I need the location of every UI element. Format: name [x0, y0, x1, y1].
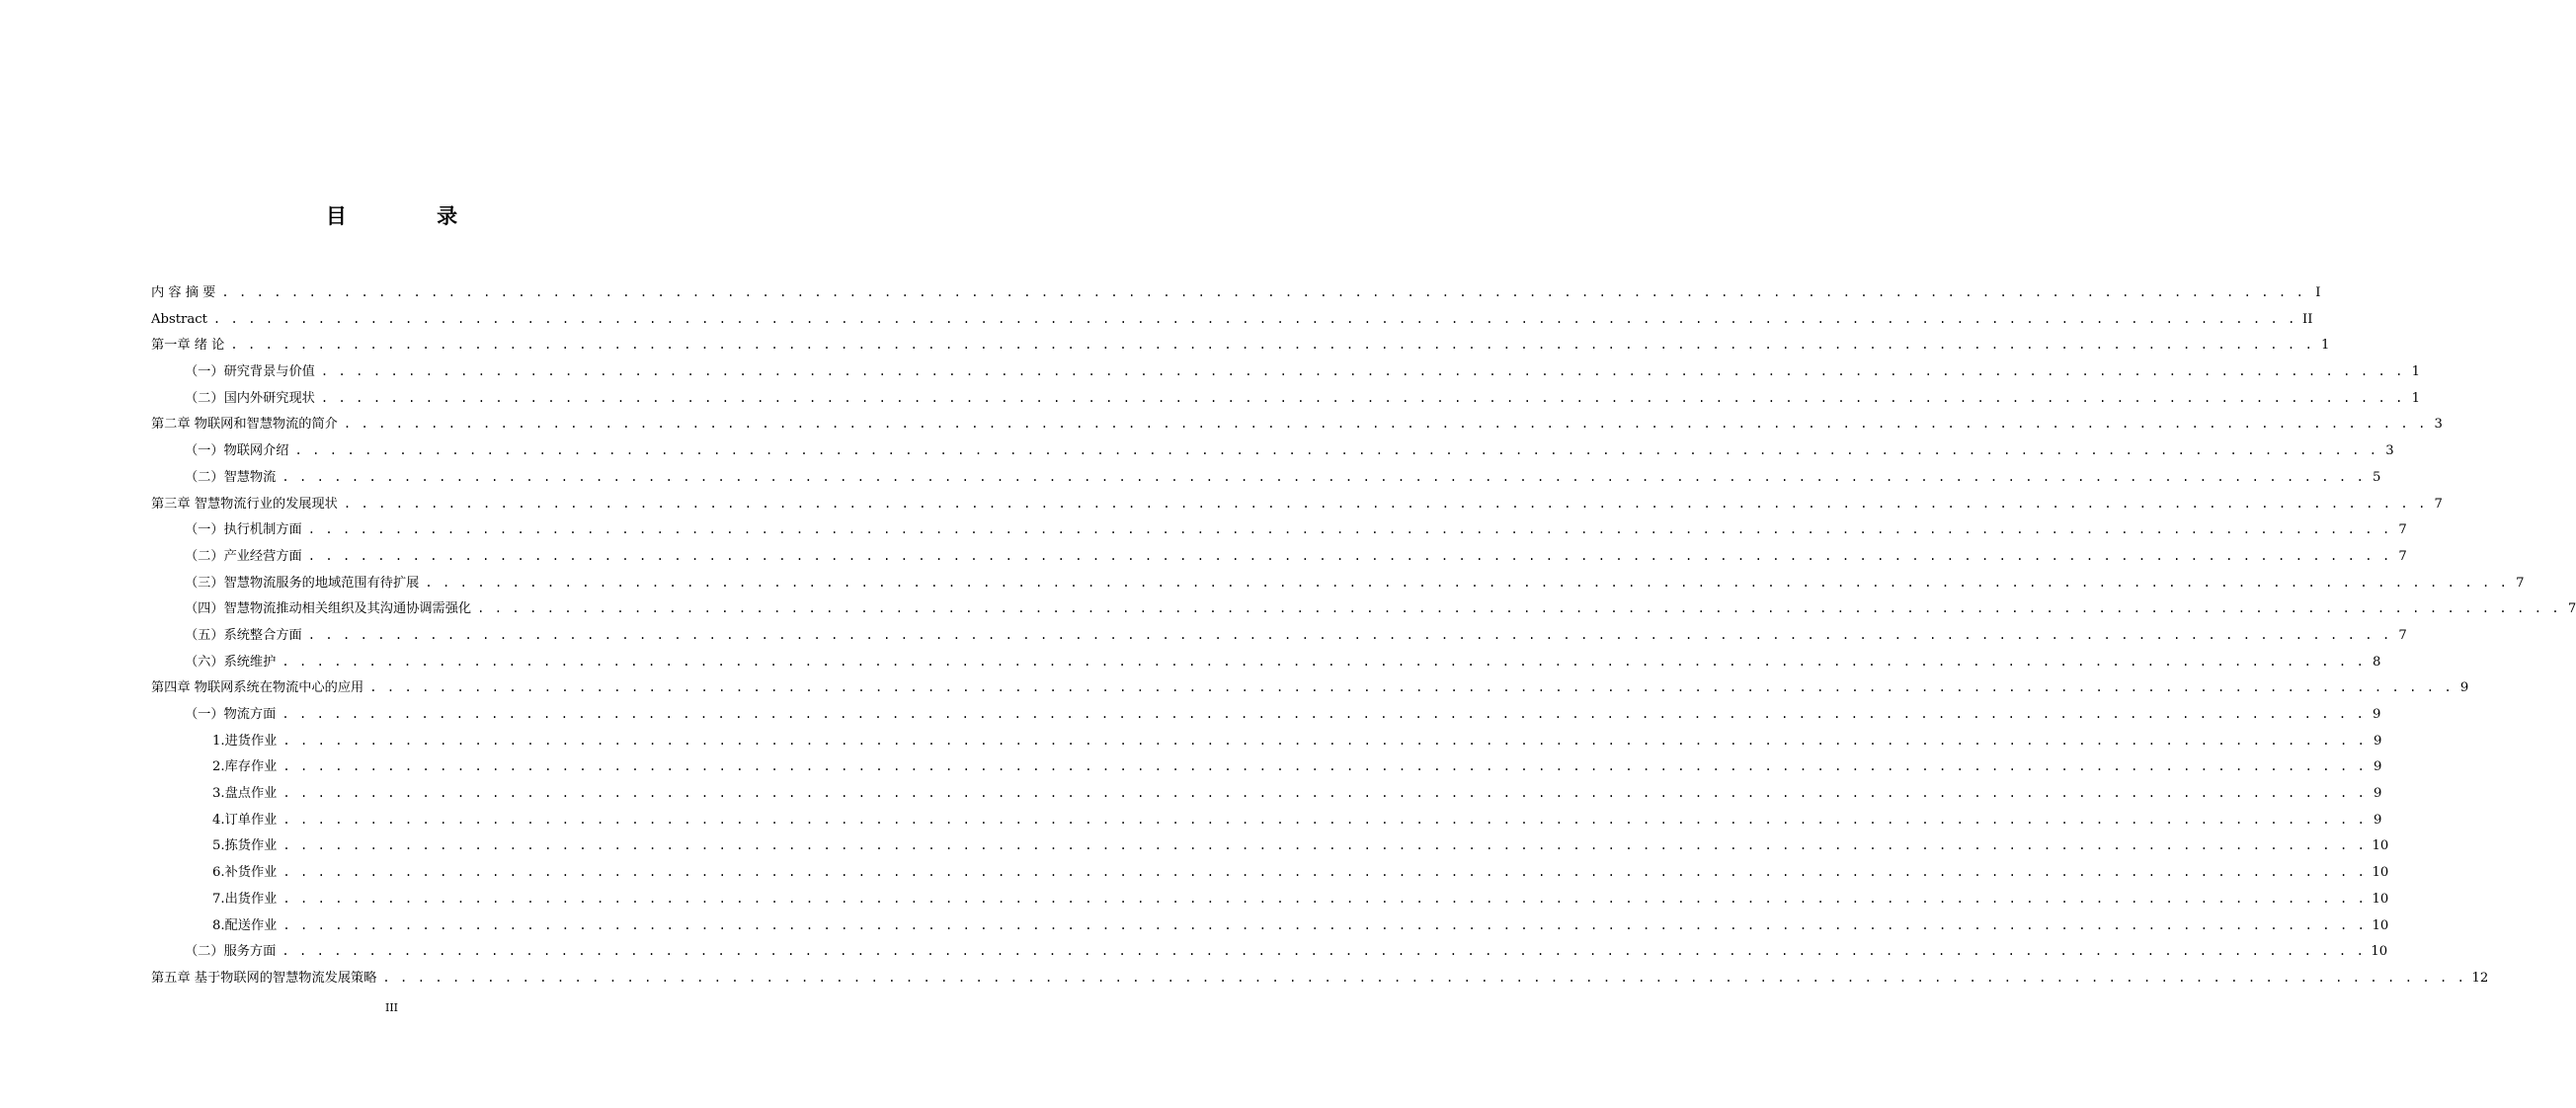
toc-leader-dots: . . . . . . . . . . . . . . . . . . . . . . . . . . . . . . . . . . . . . . . . . . . . . . . . . . . . . . . . . . . . . . . . . . . . . . . . . . . . . . . . . . . . . . . . . . . . . . . . . . . . . . . . . . . . . . . . . . . . . . . . [230, 338, 2314, 353]
toc-leader-dots: . . . . . . . . . . . . . . . . . . . . . . . . . . . . . . . . . . . . . . . . . . . . . . . . . . . . . . . . . . . . . . . . . . . . . . . . . . . . . . . . . . . . . . . . . . . . . . . . . . . . . . . . . . . . . . . . . . . . . . . . [425, 575, 2509, 590]
page-number-footer: III [384, 1001, 399, 1014]
toc-entry-title: 出货作业 [224, 891, 278, 907]
toc-entry-title: 国内外研究现状 [223, 390, 315, 406]
toc-leader-dots: . . . . . . . . . . . . . . . . . . . . . . . . . . . . . . . . . . . . . . . . . . . . . . . . . . . . . . . . . . . . . . . . . . . . . . . . . . . . . . . . . . . . . . . . . . . . . . . . . . . . . . . . . . . . . . . . . . . . . . . . [320, 364, 2404, 379]
toc-leader-dots: . . . . . . . . . . . . . . . . . . . . . . . . . . . . . . . . . . . . . . . . . . . . . . . . . . . . . . . . . . . . . . . . . . . . . . . . . . . . . . . . . . . . . . . . . . . . . . . . . . . . . . . . . . . . . . . . . . . . . . . . [282, 865, 2367, 880]
toc-entry[interactable] [151, 279, 2321, 306]
toc-entry-number: 1. [212, 733, 225, 749]
toc-entry[interactable] [151, 728, 2382, 754]
toc-entry-page: 9 [2373, 707, 2381, 722]
toc-entry-page: 5 [2373, 469, 2381, 485]
toc-entry[interactable] [151, 753, 2382, 780]
toc-leader-dots: . . . . . . . . . . . . . . . . . . . . . . . . . . . . . . . . . . . . . . . . . . . . . . . . . . . . . . . . . . . . . . . . . . . . . . . . . . . . . . . . . . . . . . . . . . . . . . . . . . . . . . . . . . . . . . . . . . . . . . . . [320, 390, 2404, 405]
toc-entry-page: 7 [2434, 496, 2443, 512]
toc-entry-number: （一） [185, 707, 224, 722]
toc-entry-number: （二） [185, 390, 224, 406]
toc-entry[interactable] [151, 701, 2381, 728]
toc-entry-title: 第二章 物联网和智慧物流的简介 [151, 417, 338, 433]
toc-entry[interactable] [151, 649, 2381, 675]
toc-entry-page: 9 [2374, 786, 2382, 802]
page-title: 目 录 [325, 204, 500, 228]
toc-entry-title: 智慧物流服务的地域范围有待扩展 [223, 575, 420, 591]
toc-entry[interactable] [151, 385, 2420, 412]
toc-entry-number: 5. [212, 838, 225, 854]
toc-entry-title: 研究背景与价值 [223, 364, 315, 380]
toc-leader-dots: . . . . . . . . . . . . . . . . . . . . . . . . . . . . . . . . . . . . . . . . . . . . . . . . . . . . . . . . . . . . . . . . . . . . . . . . . . . . . . . . . . . . . . . . . . . . . . . . . . . . . . . . . . . . . . . . . . . . . . . . [282, 759, 2367, 774]
toc-entry-title: 执行机制方面 [223, 522, 302, 538]
toc-entry-page: 1 [2321, 338, 2330, 354]
toc-entry-title: 第四章 物联网系统在物流中心的应用 [151, 680, 364, 696]
toc-entry-title: 服务方面 [223, 944, 277, 960]
toc-entry-number: 8. [212, 917, 225, 933]
toc-entry-page: 3 [2434, 417, 2443, 433]
toc-entry-title: 物联网介绍 [223, 443, 289, 459]
toc-entry-page: 8 [2373, 654, 2381, 670]
toc-entry[interactable] [151, 491, 2443, 517]
toc-leader-dots: . . . . . . . . . . . . . . . . . . . . . . . . . . . . . . . . . . . . . . . . . . . . . . . . . . . . . . . . . . . . . . . . . . . . . . . . . . . . . . . . . . . . . . . . . . . . . . . . . . . . . . . . . . . . . . . . . . . . . . . . [477, 601, 2561, 616]
toc-entry[interactable] [151, 859, 2389, 886]
toc-entry-page: 1 [2411, 364, 2420, 380]
toc-leader-dots: . . . . . . . . . . . . . . . . . . . . . . . . . . . . . . . . . . . . . . . . . . . . . . . . . . . . . . . . . . . . . . . . . . . . . . . . . . . . . . . . . . . . . . . . . . . . . . . . . . . . . . . . . . . . . . . . . . . . . . . . [282, 838, 2367, 853]
toc-entry-page: 7 [2398, 548, 2407, 564]
toc-entry-title: 补货作业 [224, 865, 278, 881]
toc-entry-title: Abstract [151, 311, 207, 327]
toc-entry[interactable] [151, 570, 2525, 596]
toc-entry-title: 配送作业 [224, 917, 278, 933]
toc-entry[interactable] [151, 516, 2407, 543]
toc-entry[interactable] [151, 358, 2420, 385]
toc-entry[interactable] [151, 411, 2443, 437]
toc-entry-page: 10 [2371, 944, 2388, 960]
toc-entry-number: （二） [185, 944, 224, 960]
toc-entry-number: （一） [185, 522, 224, 538]
toc-entry-page: II [2301, 311, 2313, 327]
toc-entry-page: 7 [2398, 627, 2407, 643]
toc-entry-title: 拣货作业 [224, 838, 278, 854]
toc-entry-page: 7 [2567, 601, 2576, 617]
toc-entry-title: 盘点作业 [224, 786, 278, 802]
toc-entry-page: 9 [2374, 733, 2382, 749]
toc-entry[interactable] [151, 807, 2382, 833]
toc-entry-title: 第一章 绪 论 [151, 338, 225, 354]
toc-leader-dots: . . . . . . . . . . . . . . . . . . . . . . . . . . . . . . . . . . . . . . . . . . . . . . . . . . . . . . . . . . . . . . . . . . . . . . . . . . . . . . . . . . . . . . . . . . . . . . . . . . . . . . . . . . . . . . . . . . . . . . . . [294, 443, 2378, 458]
toc-entry[interactable] [151, 674, 2469, 701]
toc-leader-dots: . . . . . . . . . . . . . . . . . . . . . . . . . . . . . . . . . . . . . . . . . . . . . . . . . . . . . . . . . . . . . . . . . . . . . . . . . . . . . . . . . . . . . . . . . . . . . . . . . . . . . . . . . . . . . . . . . . . . . . . . [382, 970, 2466, 985]
toc-entry-number: （二） [185, 548, 224, 564]
toc-entry-title: 系统维护 [223, 654, 277, 670]
toc-leader-dots: . . . . . . . . . . . . . . . . . . . . . . . . . . . . . . . . . . . . . . . . . . . . . . . . . . . . . . . . . . . . . . . . . . . . . . . . . . . . . . . . . . . . . . . . . . . . . . . . . . . . . . . . . . . . . . . . . . . . . . . . [343, 496, 2427, 511]
toc-entry-title: 智慧物流推动相关组织及其沟通协调需强化 [223, 601, 472, 617]
toc-entry[interactable] [151, 595, 2576, 622]
toc-entry-title: 产业经营方面 [223, 548, 302, 564]
toc-entry[interactable] [151, 437, 2394, 464]
toc-entry-title: 物流方面 [223, 707, 277, 722]
toc-entry[interactable] [151, 332, 2330, 358]
toc-entry-page: 10 [2372, 838, 2389, 854]
toc-leader-dots: . . . . . . . . . . . . . . . . . . . . . . . . . . . . . . . . . . . . . . . . . . . . . . . . . . . . . . . . . . . . . . . . . . . . . . . . . . . . . . . . . . . . . . . . . . . . . . . . . . . . . . . . . . . . . . . . . . . . . . . . [282, 786, 2367, 801]
toc-leader-dots: . . . . . . . . . . . . . . . . . . . . . . . . . . . . . . . . . . . . . . . . . . . . . . . . . . . . . . . . . . . . . . . . . . . . . . . . . . . . . . . . . . . . . . . . . . . . . . . . . . . . . . . . . . . . . . . . . . . . . . . . [282, 891, 2367, 906]
toc-leader-dots: . . . . . . . . . . . . . . . . . . . . . . . . . . . . . . . . . . . . . . . . . . . . . . . . . . . . . . . . . . . . . . . . . . . . . . . . . . . . . . . . . . . . . . . . . . . . . . . . . . . . . . . . . . . . . . . . . . . . . . . . [282, 733, 2367, 748]
toc-entry-number: （一） [185, 364, 224, 380]
toc-entry-page: 7 [2516, 575, 2525, 591]
toc-entry-number: （四） [185, 601, 224, 617]
toc-leader-dots: . . . . . . . . . . . . . . . . . . . . . . . . . . . . . . . . . . . . . . . . . . . . . . . . . . . . . . . . . . . . . . . . . . . . . . . . . . . . . . . . . . . . . . . . . . . . . . . . . . . . . . . . . . . . . . . . . . . . . . . . [212, 311, 2296, 326]
toc-leader-dots: . . . . . . . . . . . . . . . . . . . . . . . . . . . . . . . . . . . . . . . . . . . . . . . . . . . . . . . . . . . . . . . . . . . . . . . . . . . . . . . . . . . . . . . . . . . . . . . . . . . . . . . . . . . . . . . . . . . . . . . . [282, 469, 2366, 484]
toc-leader-dots: . . . . . . . . . . . . . . . . . . . . . . . . . . . . . . . . . . . . . . . . . . . . . . . . . . . . . . . . . . . . . . . . . . . . . . . . . . . . . . . . . . . . . . . . . . . . . . . . . . . . . . . . . . . . . . . . . . . . . . . . [282, 707, 2366, 721]
toc-entry-number: （五） [185, 627, 224, 643]
toc-leader-dots: . . . . . . . . . . . . . . . . . . . . . . . . . . . . . . . . . . . . . . . . . . . . . . . . . . . . . . . . . . . . . . . . . . . . . . . . . . . . . . . . . . . . . . . . . . . . . . . . . . . . . . . . . . . . . . . . . . . . . . . . [282, 812, 2367, 827]
toc-entry-number: （二） [185, 469, 224, 485]
toc-entry-page: 7 [2398, 522, 2407, 538]
toc-entry-page: 12 [2471, 970, 2489, 986]
toc-entry-page: 10 [2372, 891, 2389, 907]
toc-entry-title: 智慧物流 [223, 469, 277, 485]
toc-leader-dots: . . . . . . . . . . . . . . . . . . . . . . . . . . . . . . . . . . . . . . . . . . . . . . . . . . . . . . . . . . . . . . . . . . . . . . . . . . . . . . . . . . . . . . . . . . . . . . . . . . . . . . . . . . . . . . . . . . . . . . . . [307, 627, 2391, 642]
toc-entry-page: 10 [2372, 917, 2389, 933]
toc-leader-dots: . . . . . . . . . . . . . . . . . . . . . . . . . . . . . . . . . . . . . . . . . . . . . . . . . . . . . . . . . . . . . . . . . . . . . . . . . . . . . . . . . . . . . . . . . . . . . . . . . . . . . . . . . . . . . . . . . . . . . . . . [282, 654, 2366, 669]
toc-entry-title: 第三章 智慧物流行业的发展现状 [151, 496, 338, 512]
toc-entry-page: 9 [2459, 680, 2469, 696]
toc-entry-number: （三） [185, 575, 224, 591]
toc-entry-title: 系统整合方面 [223, 627, 302, 643]
toc-entry[interactable] [151, 780, 2382, 807]
toc-entry-number: 2. [212, 759, 225, 775]
toc-entry[interactable] [151, 912, 2389, 939]
toc-entry[interactable] [151, 832, 2389, 859]
toc-entry-page: 9 [2374, 759, 2382, 775]
toc-leader-dots: . . . . . . . . . . . . . . . . . . . . . . . . . . . . . . . . . . . . . . . . . . . . . . . . . . . . . . . . . . . . . . . . . . . . . . . . . . . . . . . . . . . . . . . . . . . . . . . . . . . . . . . . . . . . . . . . . . . . . . . . [307, 548, 2391, 563]
toc-entry-title: 内 容 摘 要 [151, 285, 216, 300]
toc-entry-number: 7. [212, 891, 225, 907]
toc-leader-dots: . . . . . . . . . . . . . . . . . . . . . . . . . . . . . . . . . . . . . . . . . . . . . . . . . . . . . . . . . . . . . . . . . . . . . . . . . . . . . . . . . . . . . . . . . . . . . . . . . . . . . . . . . . . . . . . . . . . . . . . . [221, 285, 2305, 299]
toc-leader-dots: . . . . . . . . . . . . . . . . . . . . . . . . . . . . . . . . . . . . . . . . . . . . . . . . . . . . . . . . . . . . . . . . . . . . . . . . . . . . . . . . . . . . . . . . . . . . . . . . . . . . . . . . . . . . . . . . . . . . . . . . [369, 680, 2454, 695]
toc-entry-page: 1 [2411, 390, 2420, 406]
toc-entry-title: 进货作业 [224, 733, 278, 749]
toc-entry-title: 第五章 基于物联网的智慧物流发展策略 [151, 970, 377, 986]
toc-entry[interactable] [151, 464, 2381, 491]
toc-entry-number: 3. [212, 786, 225, 802]
toc-entry[interactable] [151, 886, 2389, 912]
toc-entry[interactable] [151, 543, 2407, 570]
toc-entry-number: 6. [212, 865, 225, 881]
toc-entry[interactable] [151, 622, 2407, 649]
toc-entry-title: 订单作业 [224, 812, 278, 828]
toc-leader-dots: . . . . . . . . . . . . . . . . . . . . . . . . . . . . . . . . . . . . . . . . . . . . . . . . . . . . . . . . . . . . . . . . . . . . . . . . . . . . . . . . . . . . . . . . . . . . . . . . . . . . . . . . . . . . . . . . . . . . . . . . [282, 917, 2367, 932]
toc-entry-number: （一） [185, 443, 224, 459]
toc-entry-number: 4. [212, 812, 225, 828]
toc-entry[interactable] [151, 965, 2489, 991]
toc-entry-title: 库存作业 [224, 759, 278, 775]
toc-entry-page: 3 [2385, 443, 2394, 459]
toc-leader-dots: . . . . . . . . . . . . . . . . . . . . . . . . . . . . . . . . . . . . . . . . . . . . . . . . . . . . . . . . . . . . . . . . . . . . . . . . . . . . . . . . . . . . . . . . . . . . . . . . . . . . . . . . . . . . . . . . . . . . . . . . [282, 944, 2366, 959]
toc-entry-page: I [2315, 285, 2321, 300]
table-of-contents [151, 279, 2576, 991]
toc-entry-page: 9 [2374, 812, 2382, 828]
toc-entry[interactable] [151, 306, 2313, 333]
toc-entry-page: 10 [2372, 865, 2389, 881]
toc-leader-dots: . . . . . . . . . . . . . . . . . . . . . . . . . . . . . . . . . . . . . . . . . . . . . . . . . . . . . . . . . . . . . . . . . . . . . . . . . . . . . . . . . . . . . . . . . . . . . . . . . . . . . . . . . . . . . . . . . . . . . . . . [343, 417, 2427, 432]
toc-leader-dots: . . . . . . . . . . . . . . . . . . . . . . . . . . . . . . . . . . . . . . . . . . . . . . . . . . . . . . . . . . . . . . . . . . . . . . . . . . . . . . . . . . . . . . . . . . . . . . . . . . . . . . . . . . . . . . . . . . . . . . . . [307, 522, 2391, 537]
toc-entry[interactable] [151, 938, 2388, 965]
toc-entry-number: （六） [185, 654, 224, 670]
